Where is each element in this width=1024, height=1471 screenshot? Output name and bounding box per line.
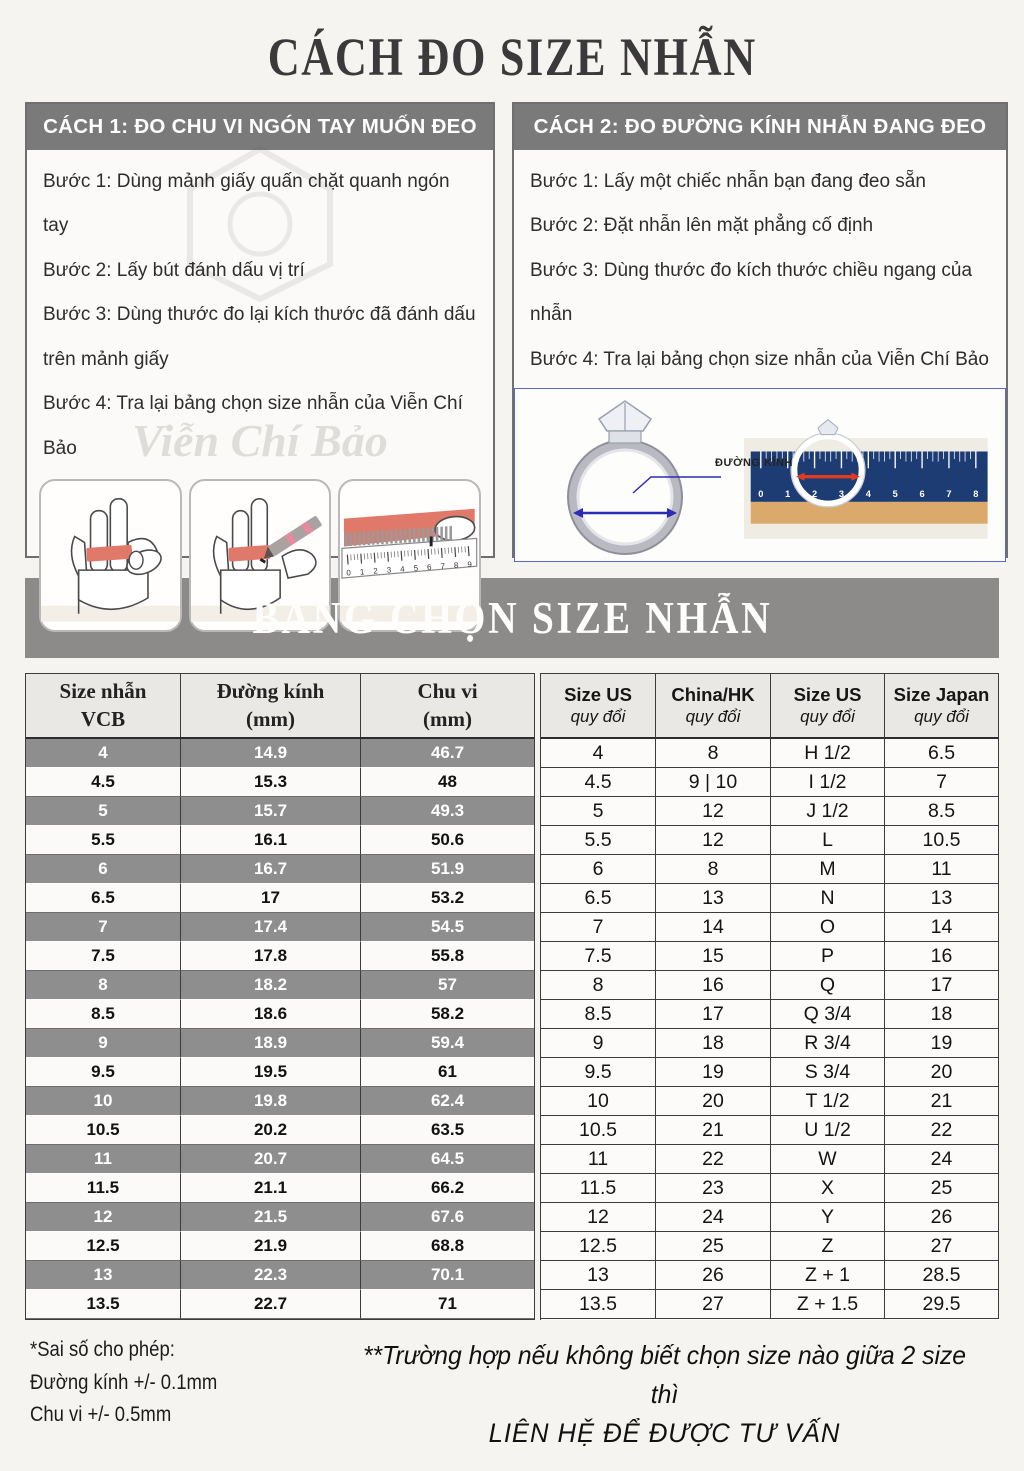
column-header-line: quy đổi: [685, 707, 741, 727]
table-cell: 27: [885, 1232, 999, 1261]
table-cell: 17.8: [181, 942, 361, 971]
table-cell: 21.9: [181, 1232, 361, 1261]
table-cell: 71: [361, 1290, 534, 1319]
table-cell: 13: [26, 1261, 181, 1290]
table-cell: 7: [885, 768, 999, 797]
table-cell: 17: [885, 971, 999, 1000]
footer: [30, 1334, 999, 1453]
table-cell: S 3/4: [771, 1058, 885, 1087]
table-row: [26, 1261, 534, 1290]
size-table-right: [540, 673, 999, 1320]
svg-text:0: 0: [757, 489, 763, 500]
table-cell: 48: [361, 768, 534, 797]
table-row: [541, 1116, 999, 1145]
table-row: [541, 855, 999, 884]
table-cell: 12: [656, 826, 771, 855]
svg-text:3: 3: [386, 565, 392, 575]
ring-diameter-diagram: [525, 389, 740, 561]
svg-text:5: 5: [413, 563, 419, 574]
table-cell: 13: [885, 884, 999, 913]
table-row: [26, 1058, 534, 1087]
table-cell: 22.3: [181, 1261, 361, 1290]
table-cell: W: [771, 1145, 885, 1174]
table-cell: 25: [656, 1232, 771, 1261]
svg-text:0: 0: [346, 568, 352, 578]
column-header-line: Chu vi: [417, 679, 478, 704]
illustration-wrap-finger: [39, 479, 182, 632]
advice-note: [330, 1334, 999, 1453]
svg-text:5: 5: [892, 489, 898, 500]
table-row: [26, 913, 534, 942]
table-cell: 18: [656, 1029, 771, 1058]
step-text: Bước 2: Lấy bút đánh dấu vị trí: [43, 259, 305, 281]
column-header-line: Đường kính: [216, 679, 325, 704]
column-header-circumference: [361, 674, 534, 737]
table-cell: 14: [656, 913, 771, 942]
method1-box: [25, 102, 495, 578]
table-banner-title: BẢNG CHỌN SIZE NHẪN: [252, 593, 772, 643]
table-cell: 20: [656, 1087, 771, 1116]
brand-watermark: Viễn Chí Bảo: [132, 415, 388, 466]
table-row: [26, 942, 534, 971]
table-row: [26, 797, 534, 826]
table-row: [26, 1029, 534, 1058]
table-cell: 70.1: [361, 1261, 534, 1290]
table-cell: 66.2: [361, 1174, 534, 1203]
table-cell: 63.5: [361, 1116, 534, 1145]
table-row: [541, 826, 999, 855]
table-row: [26, 855, 534, 884]
svg-text:7: 7: [945, 489, 952, 500]
methods-row: [25, 102, 1008, 578]
column-header-line: Size nhẫn: [59, 679, 147, 704]
table-cell: P: [771, 942, 885, 971]
table-cell: 55.8: [361, 942, 534, 971]
table-row: [541, 1203, 999, 1232]
svg-text:6: 6: [919, 489, 925, 500]
column-header-line: quy đổi: [570, 707, 626, 727]
table-cell: 6: [541, 855, 656, 884]
table-cell: 18.6: [181, 1000, 361, 1029]
table-cell: 10: [541, 1087, 656, 1116]
column-header-size-japan: [885, 674, 999, 739]
method2-box: [512, 102, 1008, 558]
table-row: [541, 1232, 999, 1261]
table-cell: M: [771, 855, 885, 884]
table-cell: Z + 1: [771, 1261, 885, 1290]
table-cell: 29.5: [885, 1290, 999, 1319]
svg-text:9: 9: [467, 559, 473, 570]
table-row: [26, 1116, 534, 1145]
column-header-line: (mm): [246, 706, 295, 731]
table-row: [26, 884, 534, 913]
table-cell: 13: [656, 884, 771, 913]
table-cell: 11: [26, 1145, 181, 1174]
table-row: [541, 768, 999, 797]
step-text: Bước 4: Tra lại bảng chọn size nhẫn của Viễn Chí Bảo: [43, 393, 463, 459]
table-cell: 7: [26, 913, 181, 942]
table-cell: 12: [26, 1203, 181, 1232]
table-cell: 18.2: [181, 971, 361, 1000]
table-cell: 19.8: [181, 1087, 361, 1116]
table-cell: 8.5: [885, 797, 999, 826]
table-cell: 19: [885, 1029, 999, 1058]
table-cell: 8: [656, 739, 771, 768]
table-cell: 12.5: [541, 1232, 656, 1261]
table-cell: 53.2: [361, 884, 534, 913]
table-cell: 8.5: [26, 1000, 181, 1029]
table-cell: 13.5: [541, 1290, 656, 1319]
svg-text:2: 2: [811, 489, 817, 500]
size-table-left-body: [26, 739, 534, 1319]
table-cell: 20: [885, 1058, 999, 1087]
table-cell: 11: [885, 855, 999, 884]
table-cell: U 1/2: [771, 1116, 885, 1145]
table-row: [541, 1058, 999, 1087]
table-cell: 13.5: [26, 1290, 181, 1319]
table-cell: 28.5: [885, 1261, 999, 1290]
advice-note-line2: LIÊN HỆ ĐỂ ĐƯỢC TƯ VẤN: [488, 1418, 841, 1448]
method1-header: CÁCH 1: ĐO CHU VI NGÓN TAY MUỐN ĐEO: [27, 104, 493, 150]
table-row: [26, 1174, 534, 1203]
table-cell: 6: [26, 855, 181, 884]
table-cell: 4.5: [541, 768, 656, 797]
tolerance-note: [30, 1334, 294, 1453]
table-cell: 68.8: [361, 1232, 534, 1261]
table-cell: 7.5: [541, 942, 656, 971]
table-cell: 10: [26, 1087, 181, 1116]
tolerance-note-line: Chu vi +/- 0.5mm: [30, 1403, 172, 1427]
page-header: [0, 0, 1024, 100]
table-cell: 10.5: [885, 826, 999, 855]
table-cell: Z + 1.5: [771, 1290, 885, 1319]
table-cell: 14.9: [181, 739, 361, 768]
table-row: [541, 797, 999, 826]
table-row: [541, 1174, 999, 1203]
table-row: [26, 1232, 534, 1261]
table-cell: N: [771, 884, 885, 913]
column-header-line: quy đổi: [800, 707, 855, 727]
table-cell: L: [771, 826, 885, 855]
step-text: Bước 1: Dùng mảnh giấy quấn chặt quanh ngón tay: [43, 171, 450, 237]
table-row: [26, 1145, 534, 1174]
size-table: [25, 673, 999, 1320]
table-row: [541, 1290, 999, 1319]
step-text: Bước 3: Dùng thước đo lại kích thước đã đánh dấu trên mảnh giấy: [43, 304, 476, 370]
table-cell: 18.9: [181, 1029, 361, 1058]
page-title: CÁCH ĐO SIZE NHẪN: [267, 27, 757, 87]
step-text: Bước 1: Lấy một chiếc nhẫn bạn đang đeo sẵn: [530, 171, 926, 192]
table-cell: 12: [656, 797, 771, 826]
table-cell: 9: [26, 1029, 181, 1058]
table-cell: 17.4: [181, 913, 361, 942]
table-row: [541, 884, 999, 913]
table-cell: 4: [541, 739, 656, 768]
table-cell: 6.5: [885, 739, 999, 768]
table-cell: 51.9: [361, 855, 534, 884]
table-cell: 16.1: [181, 826, 361, 855]
table-cell: 8: [541, 971, 656, 1000]
method2-steps: [514, 150, 1006, 382]
svg-text:8: 8: [453, 560, 460, 571]
table-cell: 22: [885, 1116, 999, 1145]
advice-note-line1: **Trường hợp nếu không biết chọn size nào giữa 2 size thì: [362, 1340, 967, 1409]
table-row: [541, 739, 999, 768]
table-cell: Y: [771, 1203, 885, 1232]
table-row: [26, 826, 534, 855]
table-cell: 20.2: [181, 1116, 361, 1145]
column-header-diameter: [181, 674, 361, 737]
column-header-vcb: [26, 674, 181, 737]
svg-text:2: 2: [373, 566, 379, 576]
table-cell: 25: [885, 1174, 999, 1203]
table-row: [26, 1203, 534, 1232]
column-header-china-hk: [656, 674, 771, 739]
table-row: [26, 1087, 534, 1116]
svg-text:3: 3: [838, 489, 844, 500]
table-cell: Q: [771, 971, 885, 1000]
table-cell: 61: [361, 1058, 534, 1087]
table-cell: 8: [656, 855, 771, 884]
table-cell: 4.5: [26, 768, 181, 797]
table-cell: 64.5: [361, 1145, 534, 1174]
table-cell: 9: [541, 1029, 656, 1058]
column-header-line: VCB: [80, 706, 126, 731]
method2-header: CÁCH 2: ĐO ĐƯỜNG KÍNH NHẪN ĐANG ĐEO: [514, 104, 1006, 150]
table-cell: 6.5: [541, 884, 656, 913]
table-row: [26, 768, 534, 797]
table-cell: H 1/2: [771, 739, 885, 768]
column-header-line: Size US: [793, 684, 862, 706]
svg-text:1: 1: [784, 489, 790, 500]
table-cell: 21.1: [181, 1174, 361, 1203]
table-cell: 26: [656, 1261, 771, 1290]
table-cell: 9 | 10: [656, 768, 771, 797]
table-cell: X: [771, 1174, 885, 1203]
method2-illustration: [514, 388, 1006, 562]
table-cell: 9.5: [541, 1058, 656, 1087]
column-header-line: (mm): [423, 706, 472, 731]
table-cell: 11: [541, 1145, 656, 1174]
table-cell: 18: [885, 1000, 999, 1029]
table-cell: 13: [541, 1261, 656, 1290]
svg-text:8: 8: [972, 489, 978, 500]
diameter-label: ĐƯỜNG KÍNH: [715, 457, 793, 470]
step-text: Bước 2: Đặt nhẫn lên mặt phẳng cố định: [530, 215, 874, 237]
size-table-right-header: [541, 674, 999, 739]
table-row: [541, 1261, 999, 1290]
table-cell: 11.5: [26, 1174, 181, 1203]
table-cell: 15: [656, 942, 771, 971]
table-row: [541, 1029, 999, 1058]
table-row: [541, 1145, 999, 1174]
step-text: Bước 4: Tra lại bảng chọn size nhẫn của Viễn Chí Bảo: [530, 348, 989, 370]
svg-text:4: 4: [400, 564, 406, 574]
table-cell: 10.5: [26, 1116, 181, 1145]
table-cell: R 3/4: [771, 1029, 885, 1058]
table-cell: 5: [541, 797, 656, 826]
table-cell: 8.5: [541, 1000, 656, 1029]
ring-on-ruler-diagram: [744, 389, 996, 561]
table-cell: 16: [656, 971, 771, 1000]
table-cell: 11.5: [541, 1174, 656, 1203]
table-cell: 12.5: [26, 1232, 181, 1261]
table-row: [26, 971, 534, 1000]
table-cell: 54.5: [361, 913, 534, 942]
step-text: Bước 3: Dùng thước đo kích thước chiều ngang của nhẫn: [530, 259, 973, 326]
table-cell: 22.7: [181, 1290, 361, 1319]
table-cell: 7: [541, 913, 656, 942]
table-cell: 5.5: [541, 826, 656, 855]
table-cell: 10.5: [541, 1116, 656, 1145]
table-cell: 5: [26, 797, 181, 826]
table-cell: O: [771, 913, 885, 942]
table-cell: 21: [885, 1087, 999, 1116]
table-cell: 21: [656, 1116, 771, 1145]
column-header-line: quy đổi: [914, 707, 969, 727]
column-header-line: Size US: [564, 684, 632, 706]
table-cell: 4: [26, 739, 181, 768]
size-table-left-header: [26, 674, 534, 739]
table-cell: 20.7: [181, 1145, 361, 1174]
table-cell: 17: [656, 1000, 771, 1029]
table-cell: 24: [656, 1203, 771, 1232]
table-cell: 5.5: [26, 826, 181, 855]
table-row: [541, 971, 999, 1000]
table-cell: 15.3: [181, 768, 361, 797]
table-cell: 19: [656, 1058, 771, 1087]
tolerance-note-line: *Sai số cho phép:: [30, 1338, 175, 1361]
svg-text:1: 1: [359, 567, 365, 577]
table-cell: J 1/2: [771, 797, 885, 826]
table-row: [541, 1087, 999, 1116]
column-header-size-uk: [771, 674, 885, 739]
table-cell: 57: [361, 971, 534, 1000]
column-header-line: Size Japan: [893, 684, 990, 706]
table-cell: 17: [181, 884, 361, 913]
table-cell: 7.5: [26, 942, 181, 971]
table-row: [26, 1290, 534, 1319]
table-cell: 26: [885, 1203, 999, 1232]
column-header-size-us: [541, 674, 656, 739]
table-cell: 21.5: [181, 1203, 361, 1232]
table-row: [26, 1000, 534, 1029]
table-cell: 16: [885, 942, 999, 971]
table-cell: T 1/2: [771, 1087, 885, 1116]
svg-text:4: 4: [865, 489, 871, 500]
method1-steps: [27, 150, 493, 471]
table-cell: 46.7: [361, 739, 534, 768]
table-cell: I 1/2: [771, 768, 885, 797]
table-cell: 22: [656, 1145, 771, 1174]
table-cell: 49.3: [361, 797, 534, 826]
table-cell: 14: [885, 913, 999, 942]
size-table-left: [25, 673, 535, 1320]
table-row: [541, 913, 999, 942]
table-row: [541, 942, 999, 971]
table-cell: 9.5: [26, 1058, 181, 1087]
table-row: [541, 1000, 999, 1029]
table-cell: 62.4: [361, 1087, 534, 1116]
table-cell: 16.7: [181, 855, 361, 884]
table-cell: 8: [26, 971, 181, 1000]
size-table-right-body: [541, 739, 999, 1319]
table-cell: 12: [541, 1203, 656, 1232]
table-cell: 59.4: [361, 1029, 534, 1058]
svg-text:6: 6: [427, 562, 433, 573]
table-cell: 50.6: [361, 826, 534, 855]
svg-text:7: 7: [440, 561, 446, 572]
table-row: [26, 739, 534, 768]
table-cell: 23: [656, 1174, 771, 1203]
table-cell: Z: [771, 1232, 885, 1261]
tolerance-note-line: Đường kính +/- 0.1mm: [30, 1370, 218, 1394]
table-cell: 24: [885, 1145, 999, 1174]
table-cell: 67.6: [361, 1203, 534, 1232]
table-cell: 27: [656, 1290, 771, 1319]
table-cell: 58.2: [361, 1000, 534, 1029]
table-cell: 19.5: [181, 1058, 361, 1087]
table-cell: Q 3/4: [771, 1000, 885, 1029]
table-cell: 6.5: [26, 884, 181, 913]
table-cell: 15.7: [181, 797, 361, 826]
column-header-line: China/HK: [671, 684, 755, 706]
